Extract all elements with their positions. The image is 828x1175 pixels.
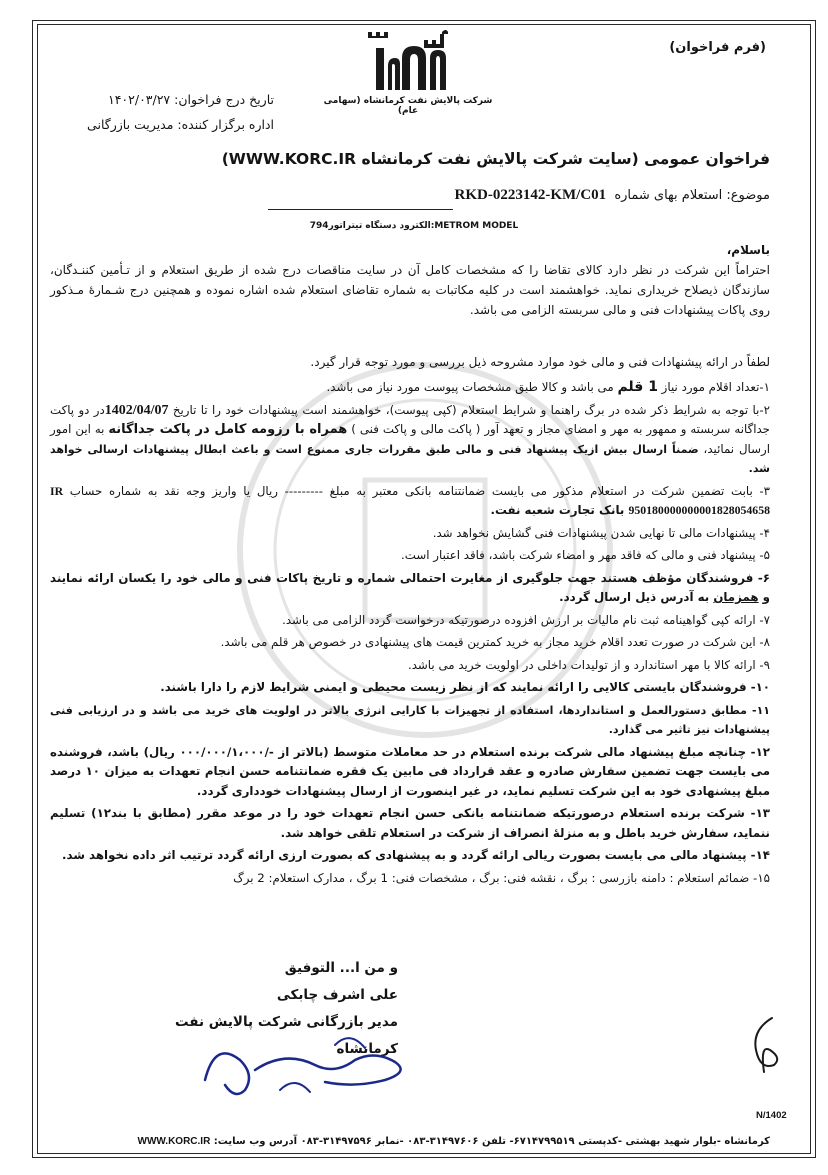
condition-9: ۹- ارائه کالا با مهر استاندارد و از تولیدات داخلی در اولویت خرید می باشد. (407, 657, 770, 672)
document-headline: فراخوان عمومی (سایت شرکت پالایش نفت کرمانشاه WWW.KORC.IR) (221, 150, 770, 168)
condition-1: ۱-تعداد اقلام مورد نیاز 1 قلم می باشد و کالا طبق مشخصات پیوست مورد نیاز می باشد. (326, 379, 770, 395)
condition-3: ۳- بابت تضمین شرکت در استعلام مذکور می بایست ضمانتنامه بانکی معتبر به مبلغ --------- ریال یا واریز وجه نقد به شماره حساب IR 950180000000001828054658 بانک تجارت شعبه نفت. (50, 483, 771, 517)
amount-blank: --------- (284, 483, 323, 498)
inquiry-code: RKD-0223142-KM/C01 (454, 187, 607, 203)
deadline-date: 1402/04/07 (104, 402, 169, 418)
footer-address (50, 1136, 770, 1147)
condition-2: ۲-با توجه به شرایط ذکر شده در برگ راهنما و شرایط استعلام (کپی پیوست)، خواهشمند است پیشنهادات خود را تا تاریخ 1402/04/07در دو پاکت جداگانه سربسته و ممهور به مهر و امضای مجاز و تعهد آور ( پاکت مالی و پاکت فنی ) همراه با رزومه کامل در پاکت جداگانه به این امور ارسال نمائید، ضمناً ارسال بیش ازیک پیشنهاد فنی و مالی طبق مقررات جاری ممنوع است و باعث ابطال پیشنهادات ارسالی خواهد شد. (50, 402, 771, 475)
subject-prefix: موضوع: استعلام بهای شماره (614, 188, 770, 203)
condition-13: ۱۳- شرکت برنده استعلام درصورتیکه ضمانتنامه بانکی حسن انجام تعهدات خود را در موعد مقرر (مطابق با بند۱۲) تسلیم ننماید، سفارش خرید باطل و به منزلهٔ انصراف از شرکت در استعلام تلقی خواهد شد. (50, 806, 770, 840)
signer-title: مدیر بازرگانی شرکت پالایش نفت کرمانشاه (175, 1014, 398, 1057)
website-link[interactable]: WWW.KORC.IR (137, 1136, 211, 1147)
company-name: شرکت پالایش نفت کرمانشاه (سهامی عام) (323, 96, 493, 116)
subject-underline (268, 209, 453, 210)
handwritten-signature (185, 1020, 435, 1110)
condition-7: ۷- ارائه کپی گواهینامه ثبت نام مالیات بر ارزش افزوده درصورتیکه درخواست گردد الزامی می باشد. (282, 612, 770, 627)
conditions-list (50, 378, 770, 891)
company-logo (362, 28, 456, 92)
condition-8: ۸- این شرکت در صورت تعدد اقلام خرید مجاز به خرید کمترین قیمت های پیشنهادی در خصوص هر قلم می باشد. (220, 635, 770, 649)
handwritten-initials (742, 1010, 786, 1080)
signer-name: علی اشرف چابکی (276, 987, 398, 1003)
item-title: الکترود دستگاه تیتراتور794:METROM MODEL (309, 221, 519, 231)
condition-10: ۱۰- فروشندگان بایستی کالایی را ارائه نمایند که از نظر زیست محیطی و ایمنی شرایط لازم را دارا باشند. (160, 680, 770, 694)
intro-paragraph (50, 260, 770, 320)
posting-date: تاریخ درج فراخوان: ۱۴۰۲/۰۳/۲۷ (108, 92, 274, 107)
organizing-department: اداره برگزار کننده: مدیریت بازرگانی (87, 117, 274, 132)
condition-14: ۱۴- پیشنهاد مالی می بایست بصورت ریالی ارائه گردد و به پیشنهادی که بصورت ارزی ارائه گردد ترتیب اثر داده نخواهد شد. (62, 848, 770, 862)
request-line: لطفاً در ارائه پیشنهادات فنی و مالی خود موارد مشروحه ذیل بررسی و مورد توجه قرار گیرد. (310, 355, 770, 369)
condition-6: ۶- فروشندگان مؤظف هستند جهت جلوگیری از مغایرت احتمالی شماره و تاریخ پاکات فنی و مالی خود را یکسان ارائه نمایند و همزمان به آدرس ذیل ارسال گردد. (50, 570, 770, 604)
address-text: کرمانشاه -بلوار شهید بهشتی -کدپستی ۶۷۱۴۷۹۹۵۱۹- تلفن ۳۱۴۹۷۶۰۶-۰۸۳ -نمابر ۳۱۴۹۷۵۹۶-۰۸۳ آدرس وب سایت: (213, 1136, 770, 1147)
subject-line (455, 187, 770, 204)
greeting: باسلام، (726, 243, 770, 257)
closing-phrase: و من ا... التوفیق (284, 960, 398, 976)
form-label: (فرم فراخوان) (669, 40, 766, 55)
condition-12: ۱۲- چنانچه مبلغ پیشنهاد مالی شرکت برنده استعلام در حد معاملات متوسط (بالاتر از -/۰۰۰/۰۰۰/۱،۰۰۰ ریال) باشد، فروشنده می بایست جهت تضمین سفارش صادره و عقد قرارداد فی مابین یک فقره ضمانتنامه حسن انجام تعهدات به میزان ۱۰ درصد مبلغ پیشنهادی خود به این شرکت تسلیم نماید، در غیر اینصورت از ارسال پیشنهادات خودداری گردد. (50, 744, 770, 798)
condition-5: ۵- پیشنهاد فنی و مالی که فاقد مهر و امضاء شرکت باشد، فاقد اعتبار است. (401, 548, 770, 562)
quantity: 1 قلم (617, 379, 658, 395)
condition-15: ۱۵- ضمائم استعلام : دامنه بازرسی : برگ ، نقشه فنی: برگ ، مشخصات فنی: 1 برگ ، مدارک استعلام: 2 برگ (233, 870, 770, 885)
intro-text: احتراماً این شرکت در نظر دارد کالای تقاضا را که مشخصات کامل آن در سایت مناقصات درج شده از طریق استعلام و از تـأمین کننـدگان، سازندگان ذیصلاح خریداری نماید. خواهشمند است در کلیه مکاتبات به شماره تقاضای استعلام شده اشاره نموده و همچنین درج شـمارۀ مـذکور روی پاکات پیشنهادات فنی و مالی سربسته الزامی می باشد. (50, 263, 770, 317)
reference-number: N/1402 (756, 1110, 787, 1121)
condition-11: ۱۱- مطابق دستورالعمل و استانداردها، استفاده از تجهیزات با کارایی انرژی بالاتر در اولویت های خرید می باشد و در ارزیابی فنی پیشنهادات نیز تاثیر می گذارد. (50, 703, 770, 736)
condition-4: ۴- پیشنهادات مالی تا نهایی شدن پیشنهادات فنی گشایش نخواهد شد. (432, 525, 770, 540)
account-number: IR 950180000000001828054658 (50, 483, 770, 517)
